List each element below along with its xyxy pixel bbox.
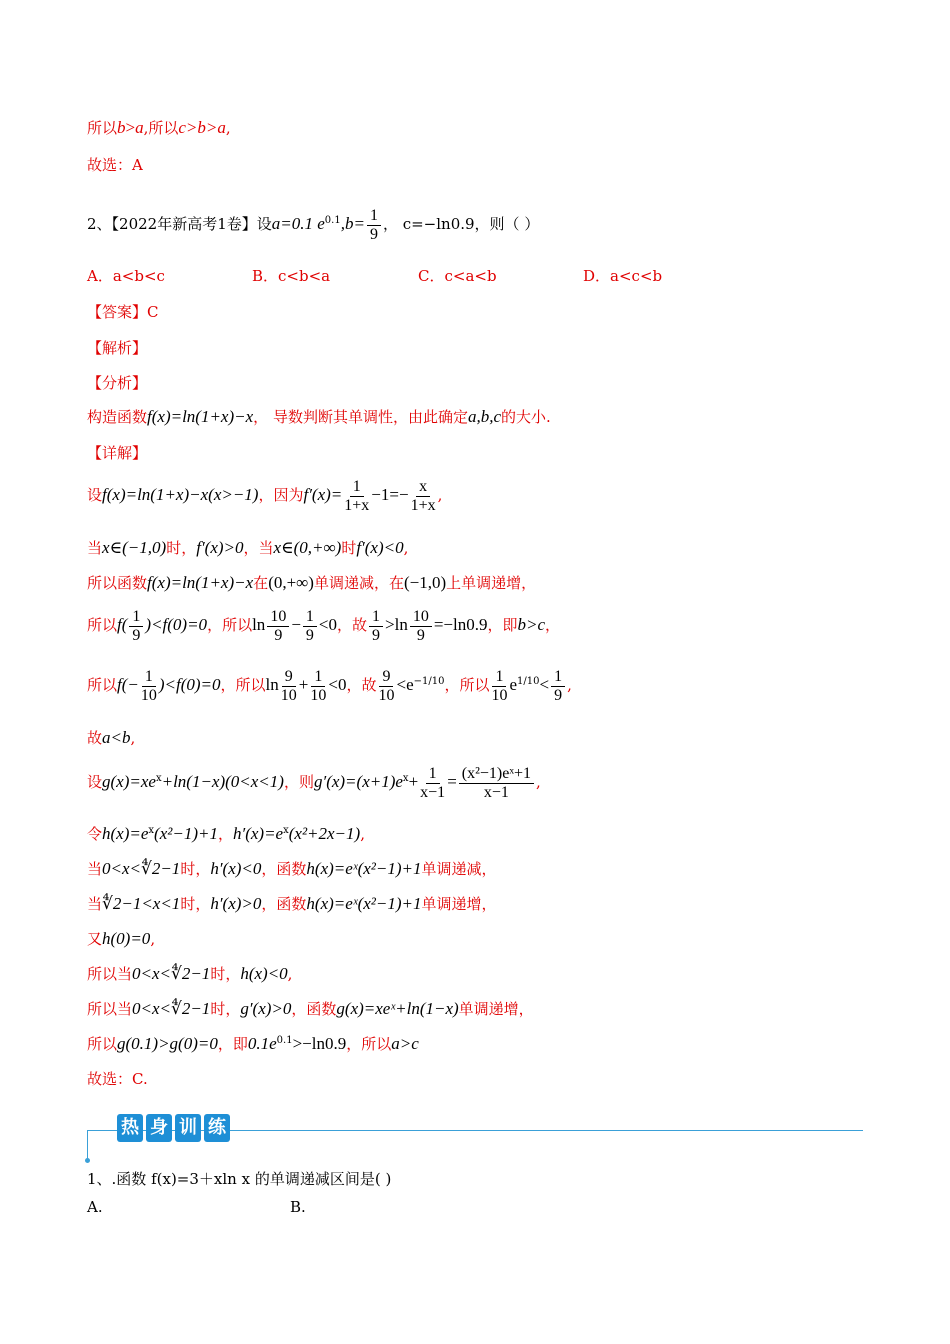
section-dot xyxy=(85,1158,90,1163)
detail-line-3: 所以函数f(x)=ln(1+x)−x在(0,+∞)单调递减，在(−1,0)上单调递增， xyxy=(87,573,537,592)
detail-line-8: 令$h(x)=e^x(x^2-1)+1$，$h'(x)=e^x(x^2+2x-1)$, xyxy=(87,824,365,843)
detail-line-4: 所以f( $\frac{1}{9}$ )<f(0)=0，所以ln $\frac{10}{9}$ − $\frac{1}{9}$ <0，故 $\frac{1}{9}$ >ln $\frac{10}{9}$ =−ln0.9，即b>c， xyxy=(87,608,561,644)
section-char: 热 xyxy=(117,1114,143,1142)
answer: 【答案】C xyxy=(87,303,159,321)
detail-line-12: 所以当0<x<∜2−1时，h(x)<0, xyxy=(87,964,293,983)
detail-line-13: 所以当0<x<∜2−1时，g′(x)>0，函数g(x)=xeˣ+ln(1−x)单调递增， xyxy=(87,999,534,1018)
detail-line-2: 当x∈(−1,0)时，f′(x)>0，当x∈(0,+∞)时f′(x)<0, xyxy=(87,538,409,557)
analysis-heading: 【解析】 xyxy=(87,339,148,357)
q1-option-b: B. xyxy=(290,1198,306,1216)
detail-line-9: 当0<x<∜2−1时，h′(x)<0，函数h(x)=eˣ(x²−1)+1单调递减， xyxy=(87,859,497,878)
option-d: D．a<c<b xyxy=(583,267,663,285)
section-title-warmup xyxy=(117,1114,230,1142)
conclusion-line: 所以b>a,所以c>b>a, xyxy=(87,118,231,137)
construct-line: 构造函数f(x)=ln(1+x)−x， 导数判断其单调性，由此确定a,b,c的大小. xyxy=(87,407,551,426)
detail-line-7: 设$g(x)=xe^x+\ln(1-x)(0<x<1)$，则$g'(x)=(x+1)e^x+$ $\frac{1}{x-1}$ = $\frac{\text{(x²−1)eˣ+1}}{x-1}$ , xyxy=(87,765,541,801)
detail-line-10: 当∜2−1<x<1时，h′(x)>0，函数h(x)=eˣ(x²−1)+1单调递增， xyxy=(87,894,497,913)
question-1: 1、.函数 f(x)=3＋xln x 的单调递减区间是( ) xyxy=(87,1170,392,1188)
section-char: 练 xyxy=(204,1114,230,1142)
q1-option-a: A. xyxy=(87,1198,103,1216)
detail-heading: 【详解】 xyxy=(87,444,148,462)
option-a: A．a<b<c xyxy=(87,267,165,285)
section-char: 训 xyxy=(175,1114,201,1142)
detail-line-14: 所以g(0.1)>g(0)=0，即$0.1e^{0.1}>-\ln 0.9$，所以a>c xyxy=(87,1034,419,1053)
option-b: B．c<b<a xyxy=(252,267,331,285)
option-c: C．c<a<b xyxy=(418,267,497,285)
question-2: 2、【2022年新高考1卷】设a=0.1 $e^{0.1},b=$ $\frac{1}{9}$ ， c=−ln0.9，则（ ） xyxy=(87,207,540,243)
final-choice: 故选：C. xyxy=(87,1070,148,1088)
detail-line-6: 故a<b, xyxy=(87,728,136,747)
section-rule-vertical xyxy=(87,1130,88,1160)
detail-line-11: 又h(0)=0, xyxy=(87,929,156,948)
fenxi-heading: 【分析】 xyxy=(87,374,148,392)
choice-line: 故选：A xyxy=(87,156,143,174)
section-char: 身 xyxy=(146,1114,172,1142)
detail-line-5: 所以f(− $\frac{1}{10}$ )<f(0)=0，所以ln $\frac{9}{10}$ + $\frac{1}{10}$ <0，故 $\frac{9}{10}$ $<e^{-1/10}$，所以 $\frac{1}{10}$ $e^{1/10}<$ $\frac{1}{9}$ , xyxy=(87,668,572,704)
detail-line-1: 设f(x)=ln(1+x)−x(x>−1)，因为f′(x)= $\frac{1}{1+x}$ −1=− $\frac{x}{1+x}$ , xyxy=(87,478,443,514)
